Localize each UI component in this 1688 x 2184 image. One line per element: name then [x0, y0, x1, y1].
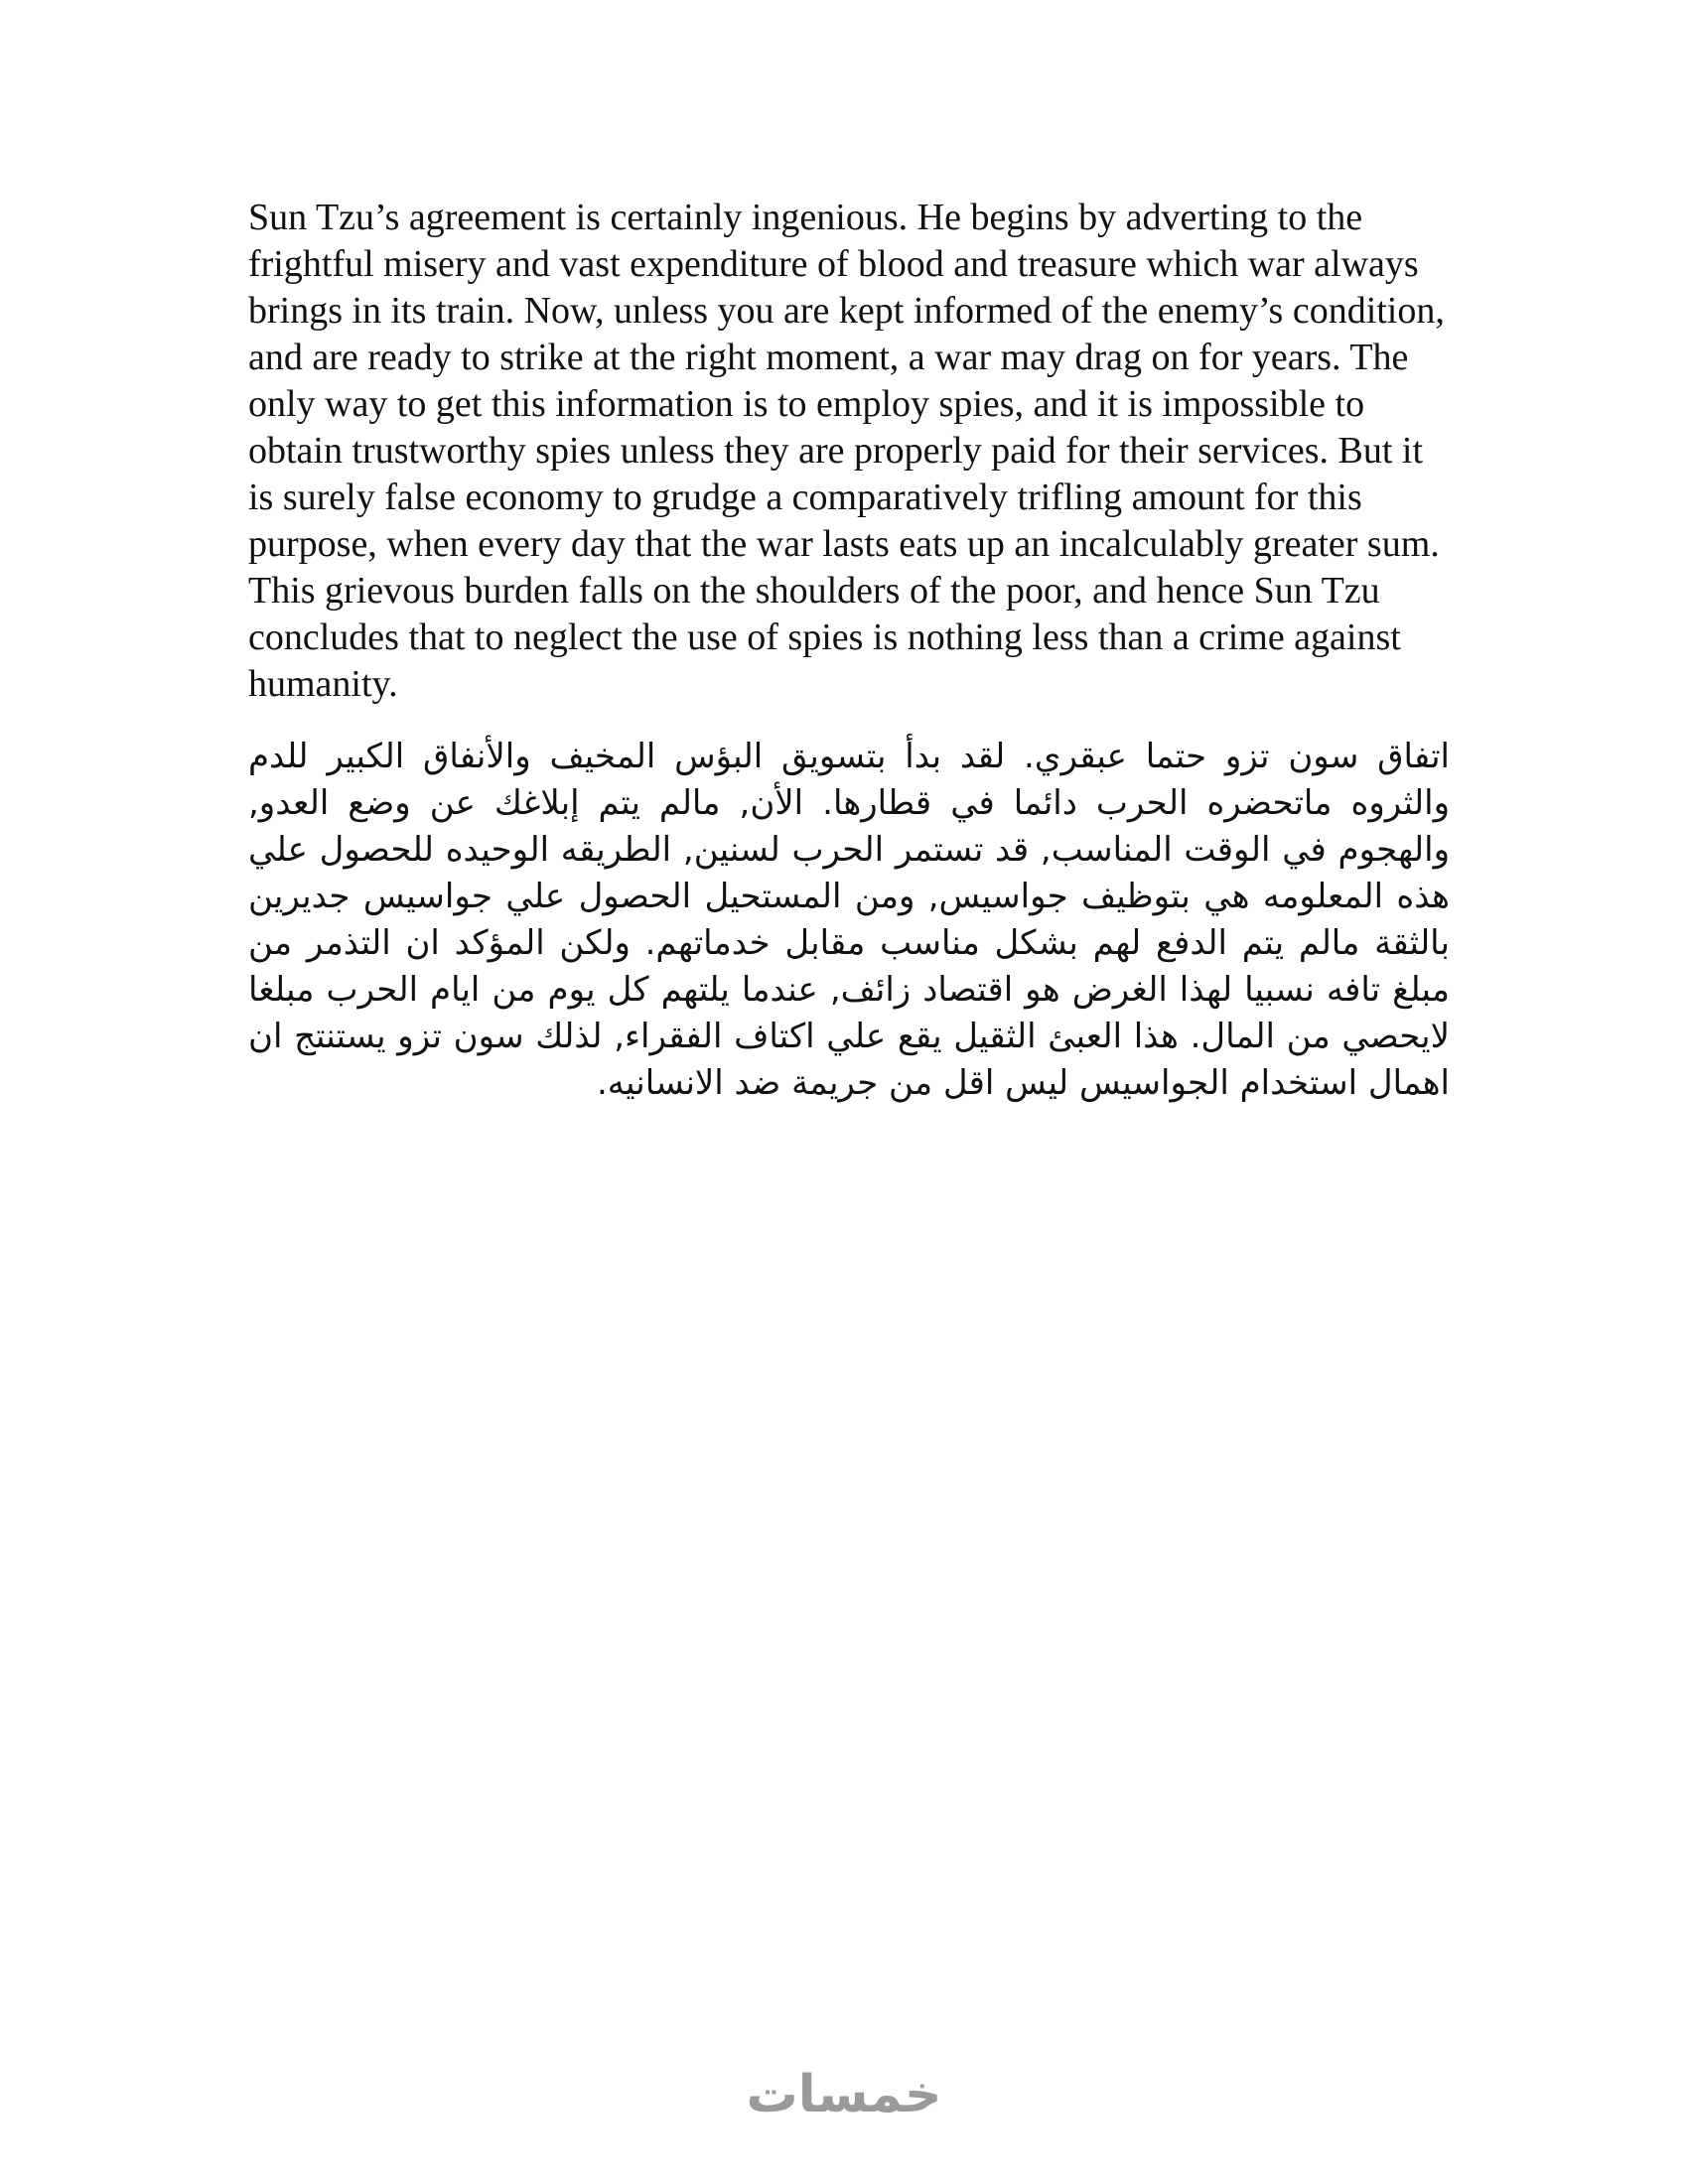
document-content: [248, 195, 1450, 1107]
khamsat-watermark-logo: خمسات: [746, 2065, 942, 2124]
english-paragraph: Sun Tzu’s agreement is certainly ingenious. He begins by adverting to the frightful misery and vast expenditure of blood and treasure which war always brings in its train. Now, unless you are kept informed of the enemy’s condition, and are ready to strike at the right moment, a war may drag on for years. The only way to get this information is to employ spies, and it is impossible to obtain trustworthy spies unless they are properly paid for their services. But it is surely false economy to grudge a comparatively trifling amount for this purpose, when every day that the war lasts eats up an incalculably greater sum. This grievous burden falls on the shoulders of the poor, and hence Sun Tzu concludes that to neglect the use of spies is nothing less than a crime against humanity.: [248, 197, 1445, 705]
arabic-paragraph: اتفاق سون تزو حتما عبقري. لقد بدأ بتسويق البؤس المخيف والأنفاق الكبير للدم والثروه ماتحضره الحرب دائما في قطارها. الأن, مالم يتم إبلاغك عن وضع العدو, والهجوم في الوقت المناسب, قد تستمر الحرب لسنين, الطريقه الوحيده للحصول علي هذه المعلومه هي بتوظيف جواسيس, ومن المستحيل الحصول علي جواسيس جديرين بالثقة مالم يتم الدفع لهم بشكل مناسب مقابل خدماتهم. ولكن المؤكد ان التذمر من مبلغ تافه نسبيا لهذا الغرض هو اقتصاد زائف, عندما يلتهم كل يوم من ايام الحرب مبلغا لايحصي من المال. هذا العبئ الثقيل يقع علي اكتاف الفقراء, لذلك سون تزو يستنتج ان اهمال استخدام الجواسيس ليس اقل من جريمة ضد الانسانيه.: [248, 737, 1450, 1103]
